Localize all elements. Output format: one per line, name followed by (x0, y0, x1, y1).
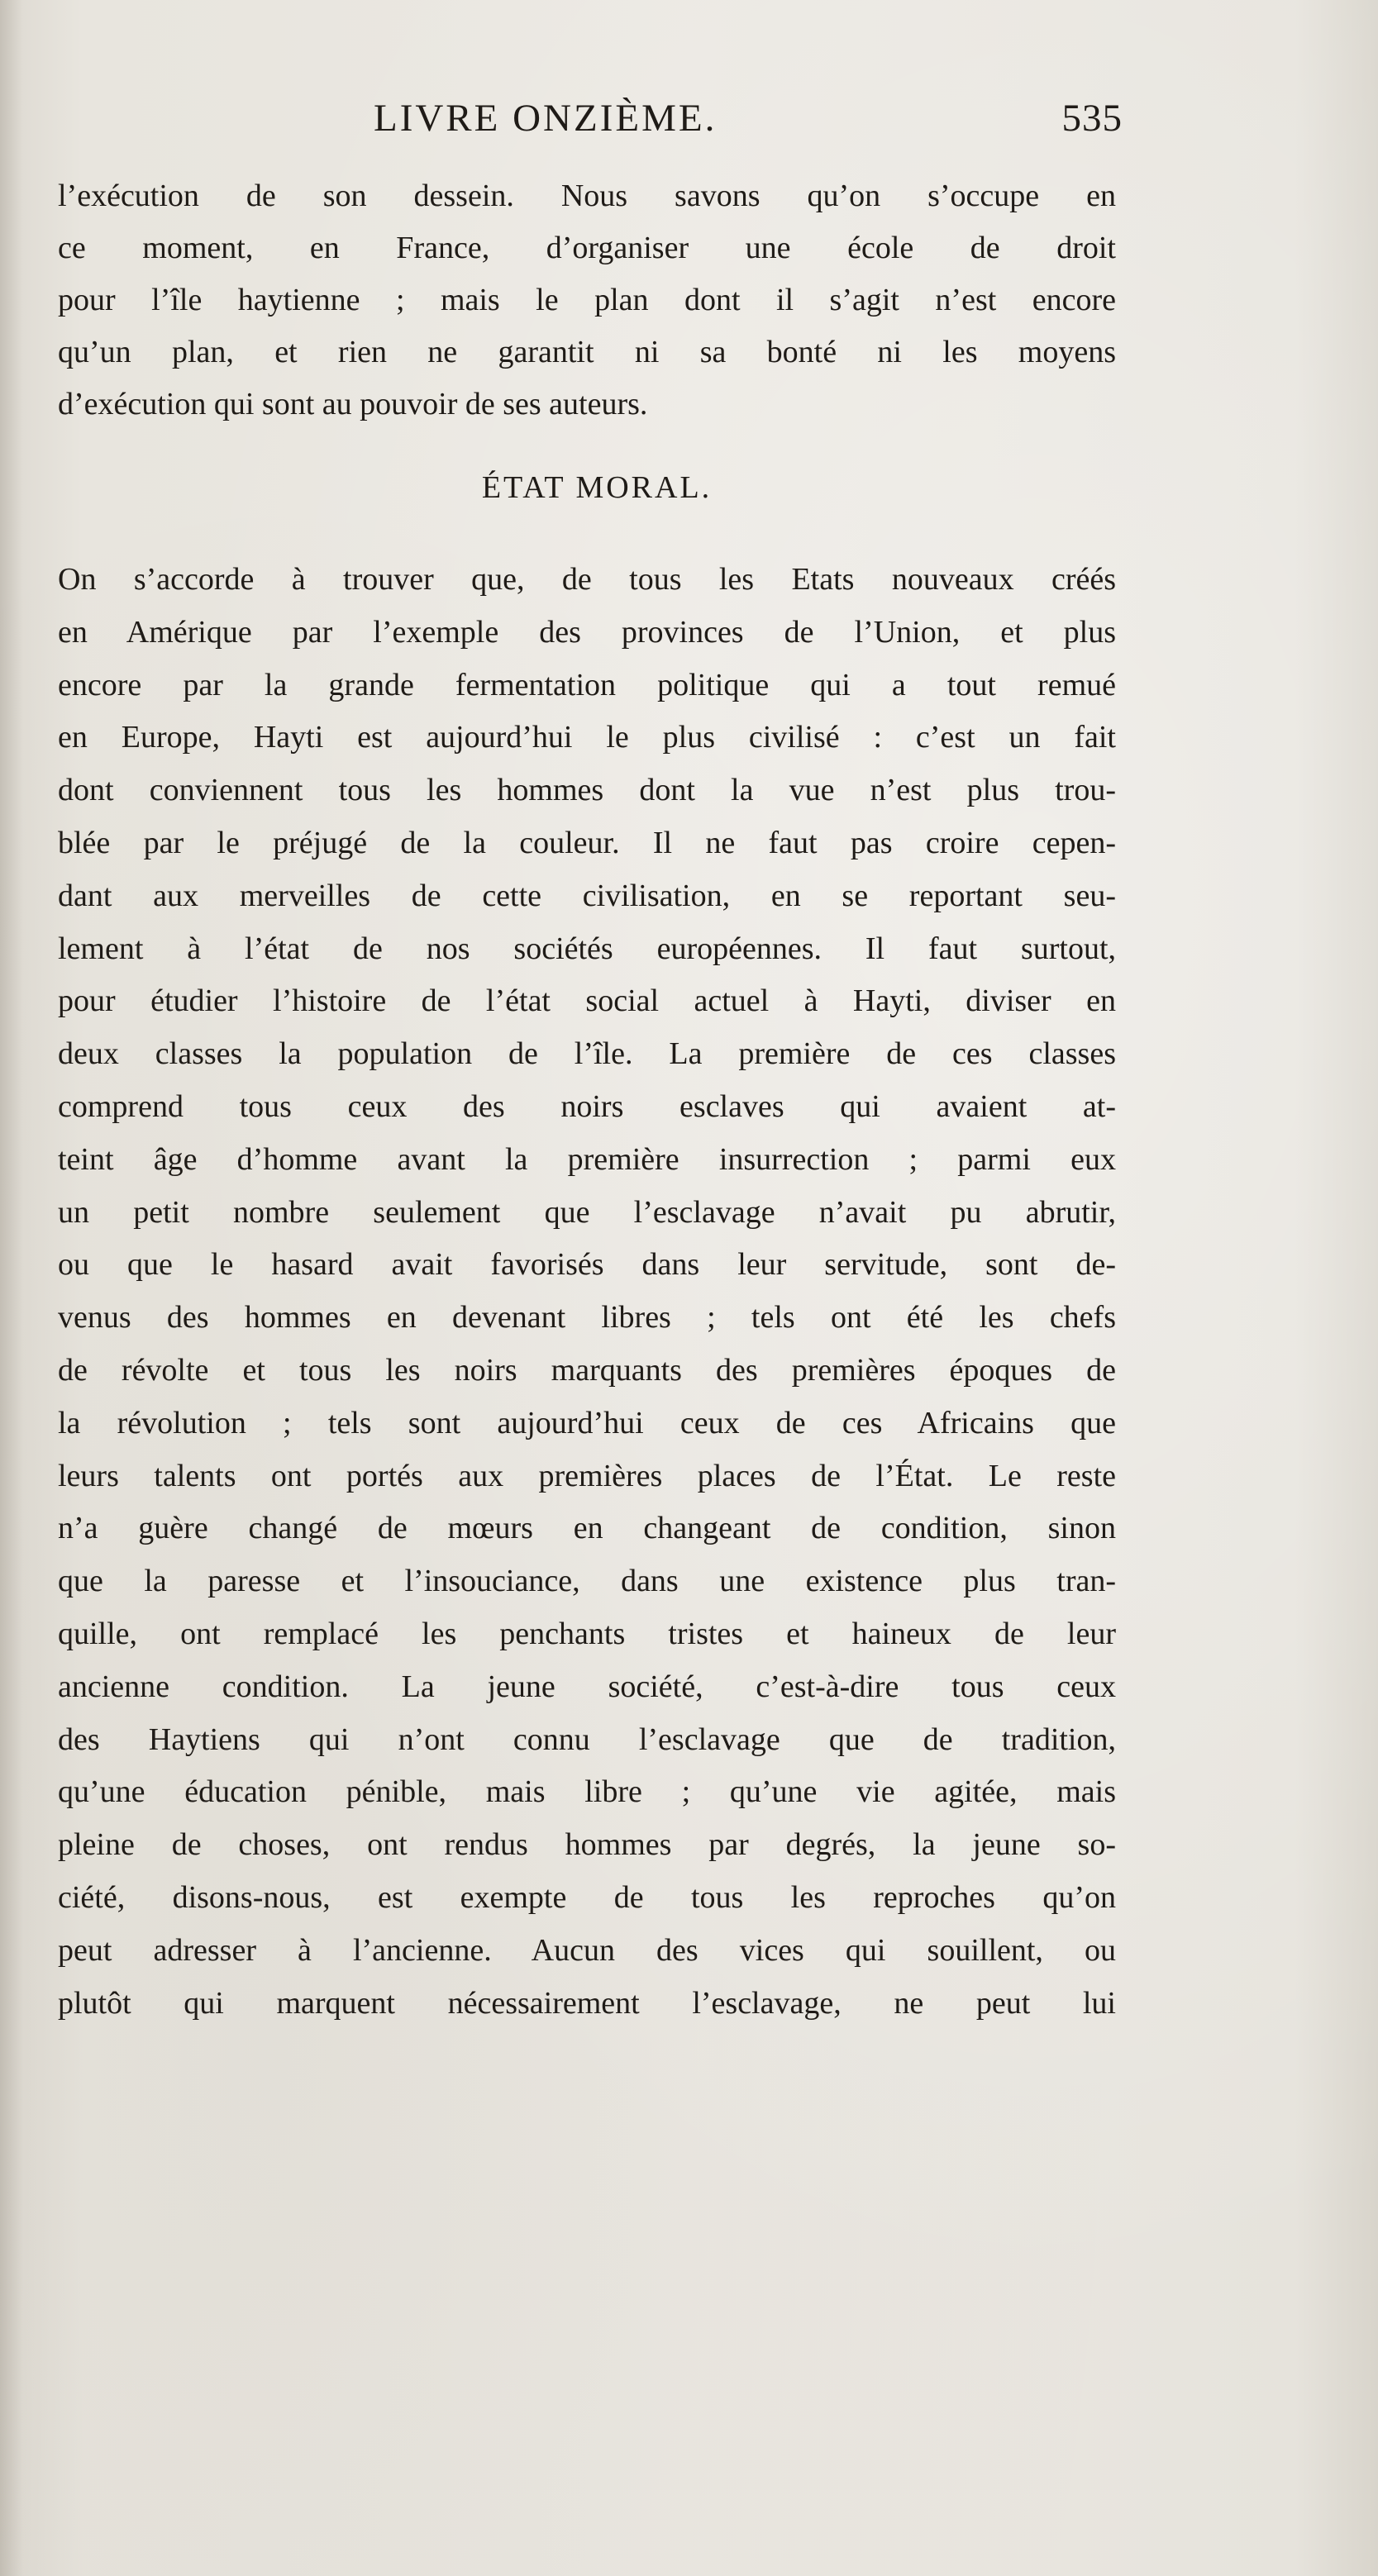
text-line: quille, ont remplacé les penchants tristes et haineux de leur (58, 1616, 1116, 1651)
text-line: en Amérique par l’exemple des provinces de l’Union, et plus (58, 614, 1116, 650)
text-line: peut adresser à l’ancienne. Aucun des vices qui souillent, ou (58, 1932, 1116, 1968)
text-line: On s’accorde à trouver que, de tous les Etats nouveaux créés (58, 562, 1116, 597)
text-line: pour l’île haytienne ; mais le plan dont il s’agit n’est encore (58, 283, 1116, 317)
text-line: n’a guère changé de mœurs en changeant de condition, sinon (58, 1511, 1116, 1546)
spine-shadow (0, 0, 23, 2576)
text-line: lement à l’état de nos sociétés européennes. Il faut surtout, (58, 931, 1116, 966)
text-line: comprend tous ceux des noirs esclaves qui avaient at- (58, 1088, 1116, 1124)
text-line: en Europe, Hayti est aujourd’hui le plus civilisé : c’est un fait (58, 720, 1116, 755)
text-line: ce moment, en France, d’organiser une école de droit (58, 231, 1116, 265)
text-line: qu’une éducation pénible, mais libre ; qu’une vie agitée, mais (58, 1774, 1116, 1810)
text-line: venus des hommes en devenant libres ; tels ont été les chefs (58, 1300, 1116, 1336)
text-line: la révolution ; tels sont aujourd’hui ceux de ces Africains que (58, 1405, 1116, 1440)
text-line: pleine de choses, ont rendus hommes par degrés, la jeune so- (58, 1827, 1116, 1863)
text-line: dont conviennent tous les hommes dont la vue n’est plus trou- (58, 773, 1116, 808)
page-header (58, 89, 1123, 147)
text-line: leurs talents ont portés aux premières places de l’État. Le reste (58, 1458, 1116, 1493)
paragraph-2 (58, 554, 1116, 2030)
paragraph-1 (58, 170, 1116, 431)
text-line: un petit nombre seulement que l’esclavage n’avait pu abrutir, (58, 1194, 1116, 1230)
text-line: dant aux merveilles de cette civilisation, en se reportant seu- (58, 878, 1116, 913)
text-line: de révolte et tous les noirs marquants des premières époques de (58, 1352, 1116, 1388)
text-line: blée par le préjugé de la couleur. Il ne faut pas croire cepen- (58, 825, 1116, 860)
text-line: ou que le hasard avait favorisés dans leur servitude, sont de- (58, 1247, 1116, 1283)
running-title: LIVRE ONZIÈME. (374, 97, 718, 140)
text-line: ciété, disons-nous, est exempte de tous les reproches qu’on (58, 1879, 1116, 1915)
text-line: pour étudier l’histoire de l’état social actuel à Hayti, diviser en (58, 983, 1116, 1019)
text-line: teint âge d’homme avant la première insurrection ; parmi eux (58, 1141, 1116, 1177)
text-line: l’exécution de son dessein. Nous savons qu’on s’occupe en (58, 179, 1116, 213)
text-line: encore par la grande fermentation politique qui a tout remué (58, 667, 1116, 702)
section-title: ÉTAT MORAL. (481, 470, 713, 505)
text-line: que la paresse et l’insouciance, dans une existence plus tran- (58, 1564, 1116, 1599)
text-line: plutôt qui marquent nécessairement l’esclavage, ne peut lui (58, 1985, 1116, 2021)
text-line: deux classes la population de l’île. La première de ces classes (58, 1036, 1116, 1072)
text-line: qu’un plan, et rien ne garantit ni sa bonté ni les moyens (58, 335, 1116, 369)
text-line: ancienne condition. La jeune société, c’est-à-dire tous ceux (58, 1669, 1116, 1704)
text-line: d’exécution qui sont au pouvoir de ses auteurs. (58, 387, 648, 421)
text-line: des Haytiens qui n’ont connu l’esclavage que de tradition, (58, 1721, 1116, 1757)
page-number: 535 (1061, 97, 1123, 140)
